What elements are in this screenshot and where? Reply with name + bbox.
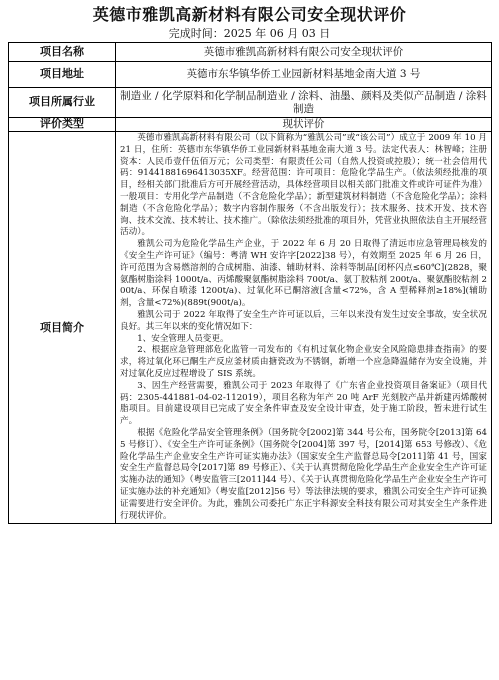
project-summary <box>116 132 492 524</box>
value-evaluation-type: 现状评价 <box>116 118 492 132</box>
summary-paragraph: 1、安全管理人员变更。 <box>137 333 229 344</box>
label-industry: 项目所属行业 <box>9 88 116 118</box>
summary-paragraph: 根据《危险化学品安全管理条例》（国务院令[2002]第 344 号公布，国务院令[2013]第 645 号修订）、《安全生产许可证条例》（国务院令[2004]第 397 号，[2014]第 653 号修改）、《危险化学品生产企业安全生产许可证实施办法》（国家安全生产监督总局令[2011]第 41 号，国家安全生产监督总局令[2017]第 89 号修正）、《关于认真贯彻危险化学品生产企业安全生产许可证实施办法的通知》（粤安监管三[2011]44 号）、《关于认真贯彻危险化学品生产企业安全生产许可证实施办法的补充通知》（粤安监[2012]56 号）等法律法规的要求，雅凯公司安全生产许可证换证需要进行安全评价。为此，雅凯公司委托广东正宇科源安全科技有限公司对其安全生产条件进行现状评价。 <box>120 427 487 521</box>
table-row <box>9 88 492 118</box>
summary-paragraph: 英德市雅凯高新材料有限公司（以下简称为“雅凯公司”或“该公司”）成立于 2009 年 10 月 21 日，住所：英德市东华镇华侨工业园新材料基地金南大道 3 号。法定代表人：林智峰；注册资本：人民币壹仟伍佰万元；公司类型：有限责任公司（自然人投资或控股）；统一社会信用代码：91441881696413035XF。经营范围：许可项目：危险化学品生产。（依法须经批准的项目，经相关部门批准后方可开展经营活动，具体经营项目以相关部门批准文件或许可证件为准）一般项目：专用化学产品制造（不含危险化学品）；新型建筑材料制造（不含危险化学品）；涂料制造（不含危险化学品）；数字内容制作服务（不含出版发行）；技术服务、技术开发、技术咨询、技术交流、技术转让、技术推广。（除依法须经批准的项目外，凭营业执照依法自主开展经营活动）。 <box>120 133 487 238</box>
label-project-name: 项目名称 <box>9 43 116 62</box>
table-row <box>9 43 492 62</box>
table-row <box>9 118 492 132</box>
value-project-name: 英德市雅凯高新材料有限公司安全现状评价 <box>116 43 492 62</box>
value-project-address: 英德市东华镇华侨工业园新材料基地金南大道 3 号 <box>116 62 492 88</box>
summary-paragraph: 2、根据应急管理部危化监管一司发布的《有机过氧化物企业安全风险隐患排查指南》的要求，将过氧化环已酮生产反应釜材质由搪瓷改为不锈钢，新增一个应急降温储存为安全设施，并对过氧化反应过程增设了 SIS 系统。 <box>120 345 487 379</box>
project-info-table <box>8 42 492 524</box>
completion-date: 完成时间：2025 年 06 月 03 日 <box>168 27 331 40</box>
value-industry: 制造业 / 化学原料和化学制品制造业 / 涂料、油墨、颜料及类似产品制造 / 涂料制造 <box>116 88 492 118</box>
table-row <box>9 62 492 88</box>
summary-paragraph: 雅凯公司为危险化学品生产企业，于 2022 年 6 月 20 日取得了清远市应急管理局核发的《安全生产许可证》（编号：粤清 WH 安许字[2022]38 号），有效期至 2025 年 6 月 26 日，许可范围为含易燃溶剂的合成树脂、油漆、辅助材料、涂料等制品[闭杯闪点≤60℃](2828，聚氨酯树脂涂料 1000t/a、丙烯酸聚氨酯树脂涂料 700t/a、氨丁胶粘剂 200t/a、聚氨酯胶粘剂 200t/a、环保自喷漆 1200t/a)、过氧化环已酮溶液[含量<72%，含 A 型稀释剂≥18%](辅助剂，含量<72%)(889t(900t/a)。 <box>120 239 487 309</box>
label-evaluation-type: 评价类型 <box>9 118 116 132</box>
label-project-summary: 项目简介 <box>9 132 116 524</box>
table-row <box>9 132 492 524</box>
document-title: 英德市雅凯高新材料有限公司安全现状评价 <box>92 5 407 24</box>
summary-paragraph: 雅凯公司于 2022 年取得了安全生产许可证以后，三年以来没有发生过安全事故，安全状况良好。其三年以来的变化情况如下： <box>120 309 487 332</box>
label-project-address: 项目地址 <box>9 62 116 88</box>
summary-paragraph: 3、因生产经营需要，雅凯公司于 2023 年取得了《广东省企业投资项目备案证》（项目代码：2305-441881-04-02-112019），项目名称为年产 20 吨 ArF 光刻胶产品并新建丙烯酸树脂项目。目前建设项目已完成了安全条件审查及安全设计审查，处于施工阶段，暂未进行试生产。 <box>120 380 487 427</box>
